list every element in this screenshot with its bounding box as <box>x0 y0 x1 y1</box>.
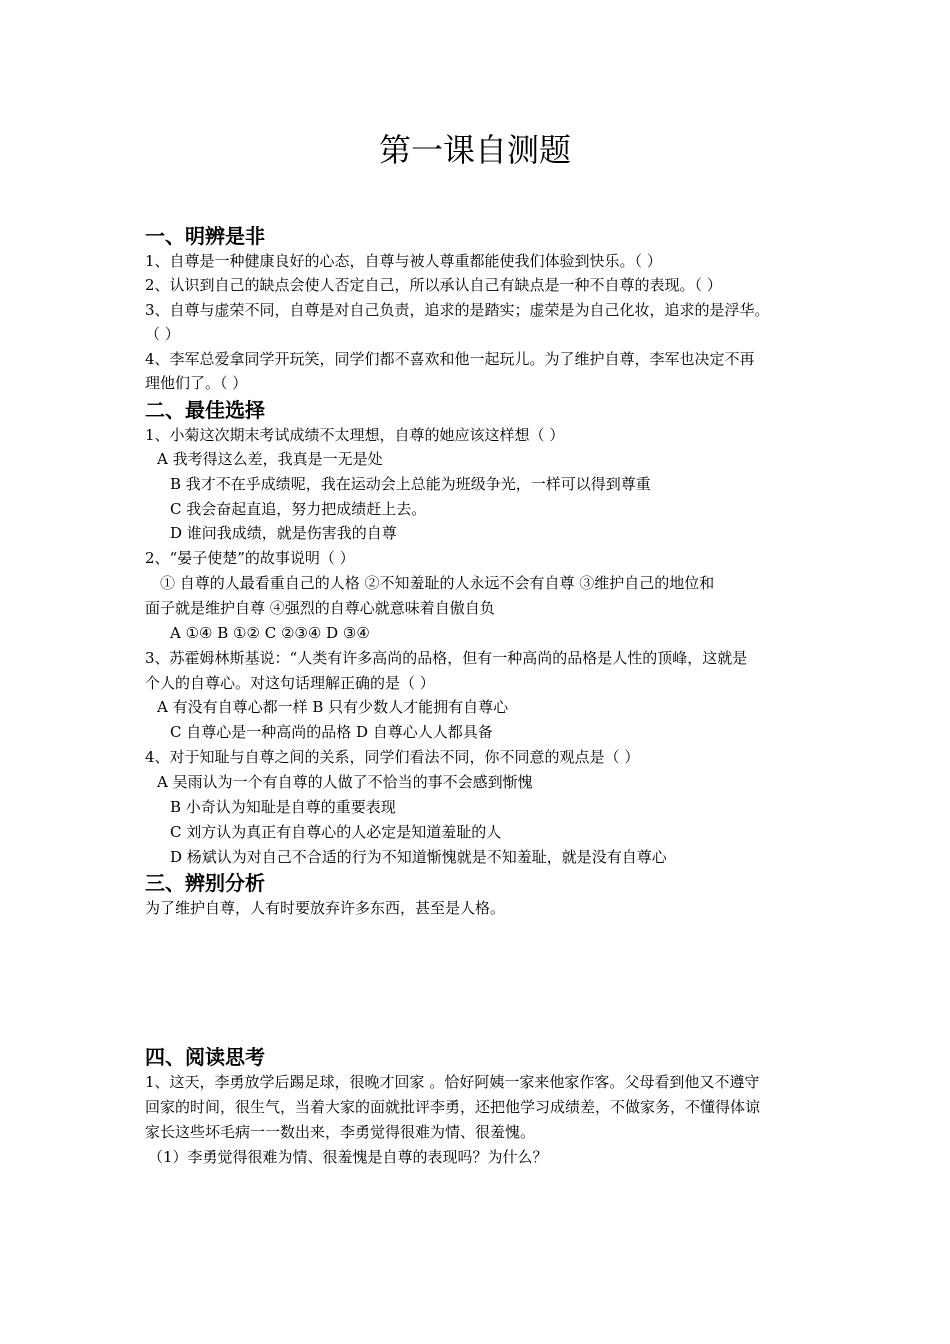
question-line: 4、对于知耻与自尊之间的关系，同学们看法不同，你不同意的观点是（ ） <box>145 748 640 766</box>
question-line: 4、李军总爱拿同学开玩笑，同学们都不喜欢和他一起玩儿。为了维护自尊，李军也决定不再 <box>145 350 755 368</box>
question-line: 个人的自尊心。对这句话理解正确的是（ ） <box>145 674 435 692</box>
option-line: D 谁问我成绩，就是伤害我的自尊 <box>170 524 397 542</box>
passage-line: 家长这些坏毛病一一数出来，李勇觉得很难为情、很羞愧。 <box>145 1123 536 1141</box>
question-line: （1）李勇觉得很难为情、很羞愧是自尊的表现吗？为什么？ <box>148 1148 548 1166</box>
option-line: A 我考得这么差，我真是一无是处 <box>157 450 383 468</box>
option-line: C 我会奋起直追，努力把成绩赶上去。 <box>170 500 427 518</box>
option-line: 面子就是维护自尊 ④强烈的自尊心就意味着自傲自负 <box>145 599 495 617</box>
option-line: C 自尊心是一种高尚的品格 D 自尊心人人都具备 <box>170 723 493 741</box>
question-line: 1、小菊这次期末考试成绩不太理想，自尊的她应该这样想（ ） <box>145 426 565 444</box>
question-line: （ ） <box>145 325 180 343</box>
passage-line: 1、这天，李勇放学后踢足球，很晚才回家 。恰好阿姨一家来他家作客。父母看到他又不遵守 <box>145 1073 760 1091</box>
option-line: D 杨斌认为对自己不合适的行为不知道惭愧就是不知羞耻，就是没有自尊心 <box>170 848 667 866</box>
option-line: ① 自尊的人最看重自己的人格 ②不知羞耻的人永远不会有自尊 ③维护自己的地位和 <box>160 574 715 592</box>
option-line: B 小奇认为知耻是自尊的重要表现 <box>170 798 396 816</box>
question-line: 2、认识到自己的缺点会使人否定自己，所以承认自己有缺点是一种不自尊的表现。（ ） <box>145 276 722 294</box>
option-line: A ①④ B ①② C ②③④ D ③④ <box>170 624 370 642</box>
section-heading-reading: 四、阅读思考 <box>145 1045 265 1069</box>
question-line: 1、自尊是一种健康良好的心态，自尊与被人尊重都能使我们体验到快乐。（ ） <box>145 252 662 270</box>
section-heading-judgment: 一、明辨是非 <box>145 224 265 248</box>
option-line: C 刘方认为真正有自尊心的人必定是知道羞耻的人 <box>170 823 502 841</box>
section-heading-analysis: 三、辨别分析 <box>145 871 265 895</box>
section-heading-choice: 二、最佳选择 <box>145 398 265 422</box>
option-line: A 有没有自尊心都一样 B 只有少数人才能拥有自尊心 <box>157 698 509 716</box>
passage-line: 回家的时间，很生气，当着大家的面就批评李勇，还把他学习成绩差，不做家务，不懂得体谅 <box>145 1098 761 1116</box>
page-title: 第一课自测题 <box>378 131 571 169</box>
question-line: 3、苏霍姆林斯基说：“人类有许多高尚的品格，但有一种高尚的品格是人性的顶峰，这就是 <box>145 649 748 667</box>
question-line: 为了维护自尊，人有时要放弃许多东西，甚至是人格。 <box>145 899 506 917</box>
question-line: 2、“晏子使楚”的故事说明（ ） <box>145 549 355 567</box>
question-line: 理他们了。（ ） <box>145 374 248 392</box>
option-line: B 我才不在乎成绩呢，我在运动会上总能为班级争光，一样可以得到尊重 <box>170 475 651 493</box>
question-line: 3、自尊与虚荣不同，自尊是对自己负责，追求的是踏实；虚荣是为自己化妆，追求的是浮华。 <box>145 301 770 319</box>
option-line: A 吴雨认为一个有自尊的人做了不恰当的事不会感到惭愧 <box>157 773 533 791</box>
